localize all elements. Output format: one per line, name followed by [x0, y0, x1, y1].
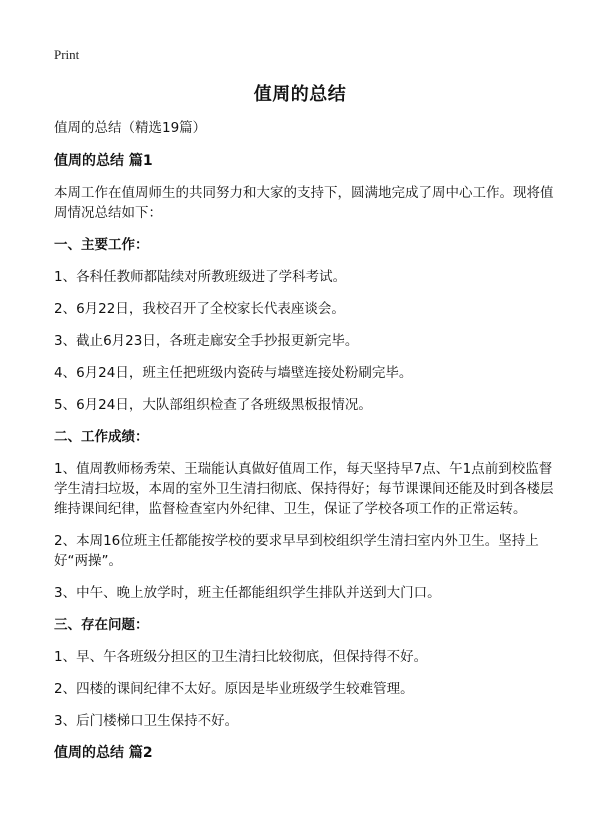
list-item: 2、6月22日，我校召开了全校家长代表座谈会。	[54, 301, 345, 317]
list-item: 1、值周教师杨秀荣、王瑞能认真做好值周工作，每天坚持早7点、午1点前到校监督学生清扫垃圾，本周的室外卫生清扫彻底、保持得好；每节课课间还能及时到各楼层维持课间纪律，监督检查室内外纪律、卫生，保证了学校各项工作的正常运转。	[54, 461, 554, 517]
page-title: 值周的总结	[253, 84, 347, 105]
list-item: 1、各科任教师都陆续对所教班级进了学科考试。	[54, 269, 347, 285]
list-item: 1、早、午各班级分担区的卫生清扫比较彻底，但保持得不好。	[54, 649, 428, 665]
document-subtitle: 值周的总结（精选19篇）	[54, 120, 207, 136]
list-item: 2、本周16位班主任都能按学校的要求早早到校组织学生清扫室内外卫生。坚持上好“两操”。	[54, 533, 539, 569]
list-item: 3、后门楼梯口卫生保持不好。	[54, 713, 239, 729]
document-body	[54, 118, 564, 775]
section-heading-achievements: 二、工作成绩：	[54, 429, 149, 445]
list-item: 4、6月24日，班主任把班级内瓷砖与墙壁连接处粉刷完毕。	[54, 365, 413, 381]
section-heading-problems: 三、存在问题：	[54, 617, 149, 633]
print-link[interactable]: Print	[54, 47, 80, 62]
article-heading-2: 值周的总结 篇2	[54, 745, 153, 761]
list-item: 3、截止6月23日，各班走廊安全手抄报更新完毕。	[54, 333, 359, 349]
intro-paragraph: 本周工作在值周师生的共同努力和大家的支持下，圆满地完成了周中心工作。现将值周情况总结如下：	[54, 185, 554, 221]
list-item: 3、中午、晚上放学时，班主任都能组织学生排队并送到大门口。	[54, 585, 441, 601]
list-item: 5、6月24日，大队部组织检查了各班级黑板报情况。	[54, 397, 372, 413]
section-heading-main-work: 一、主要工作：	[54, 237, 149, 253]
list-item: 2、四楼的课间纪律不太好。原因是毕业班级学生较难管理。	[54, 681, 414, 697]
article-heading-1: 值周的总结 篇1	[54, 153, 153, 169]
